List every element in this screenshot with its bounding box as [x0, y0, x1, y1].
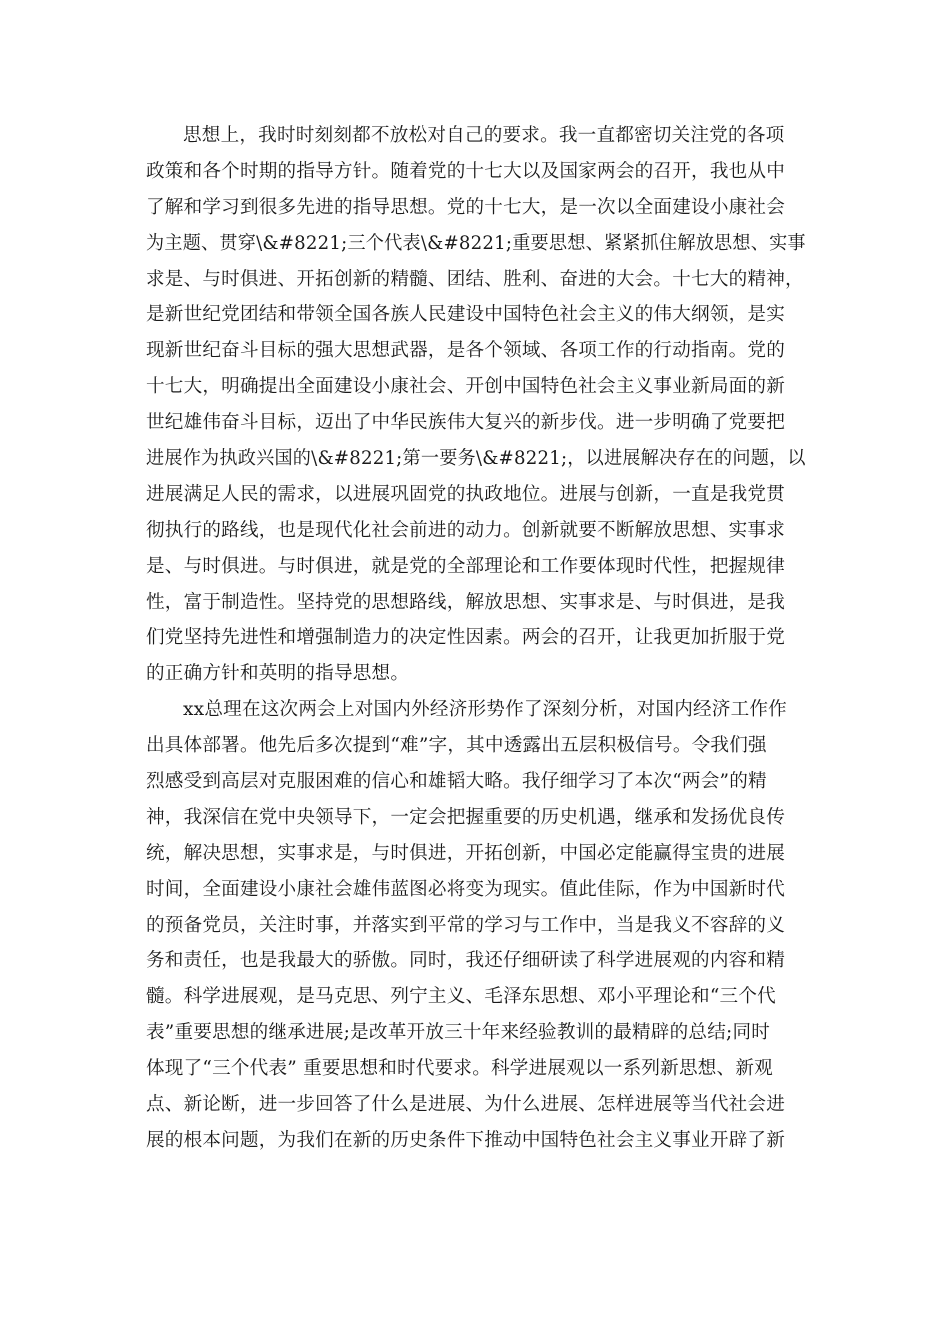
text-line: 神，我深信在党中央领导下，一定会把握重要的历史机遇，继承和发扬优良传 — [146, 806, 785, 828]
text-line: 体现了“三个代表” 重要思想和时代要求。科学进展观以一系列新思想、新观 — [146, 1058, 773, 1080]
text-line: 时间，全面建设小康社会雄伟蓝图必将变为现实。值此佳际，作为中国新时代 — [146, 878, 785, 900]
paragraph — [146, 692, 806, 1159]
text-line: 了解和学习到很多先进的指导思想。党的十七大，是一次以全面建设小康社会 — [146, 196, 785, 218]
paragraph — [146, 118, 806, 692]
text-line: 进展满足人民的需求，以进展巩固党的执政地位。进展与创新，一直是我党贯 — [146, 483, 785, 505]
text-line: 为主题、贯穿\&#8221;三个代表\&#8221;重要思想、紧紧抓住解放思想、实事 — [146, 232, 806, 254]
text-line: 髓。科学进展观，是马克思、列宁主义、毛泽东思想、邓小平理论和“三个代 — [146, 986, 776, 1008]
text-line: 务和责任，也是我最大的骄傲。同时，我还仔细研读了科学进展观的内容和精 — [146, 950, 785, 972]
text-line: 出具体部署。他先后多次提到“难”字，其中透露出五层积极信号。令我们强 — [146, 735, 767, 757]
text-line: 展的根本问题，为我们在新的历史条件下推动中国特色社会主义事业开辟了新 — [146, 1129, 785, 1151]
text-line: 世纪雄伟奋斗目标，迈出了中华民族伟大复兴的新步伐。进一步明确了党要把 — [146, 412, 785, 434]
text-line: 是、与时俱进。与时俱进，就是党的全部理论和工作要体现时代性，把握规律 — [146, 555, 785, 577]
text-line: 点、新论断，进一步回答了什么是进展、为什么进展、怎样进展等当代社会进 — [146, 1094, 785, 1116]
text-line: 的正确方针和英明的指导思想。 — [146, 663, 410, 685]
text-line: 现新世纪奋斗目标的强大思想武器，是各个领域、各项工作的行动指南。党的 — [146, 340, 785, 362]
text-line: 进展作为执政兴国的\&#8221;第一要务\&#8221;，以进展解决存在的问题，以 — [146, 448, 806, 470]
document-body — [146, 118, 806, 1159]
text-line: 性，富于制造性。坚持党的思想路线，解放思想、实事求是、与时俱进，是我 — [146, 591, 785, 613]
text-line: 十七大，明确提出全面建设小康社会、开创中国特色社会主义事业新局面的新 — [146, 376, 785, 398]
text-line: 求是、与时俱进、开拓创新的精髓、团结、胜利、奋进的大会。十七大的精神， — [146, 268, 804, 290]
text-line: 思想上，我时时刻刻都不放松对自己的要求。我一直都密切关注党的各项 — [183, 125, 785, 146]
text-line: 彻执行的路线，也是现代化社会前进的动力。创新就要不断解放思想、实事求 — [146, 519, 785, 541]
text-line: 们党坚持先进性和增强制造力的决定性因素。两会的召开，让我更加折服于党 — [146, 627, 785, 649]
text-line: 表”重要思想的继承进展;是改革开放三十年来经验教训的最精辟的总结;同时 — [146, 1022, 771, 1044]
text-line: 烈感受到高层对克服困难的信心和雄韬大略。我仔细学习了本次“两会”的精 — [146, 771, 767, 793]
text-line: 统，解决思想，实事求是，与时俱进，开拓创新，中国必定能赢得宝贵的进展 — [146, 842, 785, 864]
text-line: 政策和各个时期的指导方针。随着党的十七大以及国家两会的召开，我也从中 — [146, 160, 785, 182]
text-line: xx总理在这次两会上对国内外经济形势作了深刻分析，对国内经济工作作 — [183, 699, 787, 721]
text-line: 是新世纪党团结和带领全国各族人民建设中国特色社会主义的伟大纲领，是实 — [146, 304, 785, 326]
text-line: 的预备党员，关注时事，并落实到平常的学习与工作中，当是我义不容辞的义 — [146, 914, 785, 936]
